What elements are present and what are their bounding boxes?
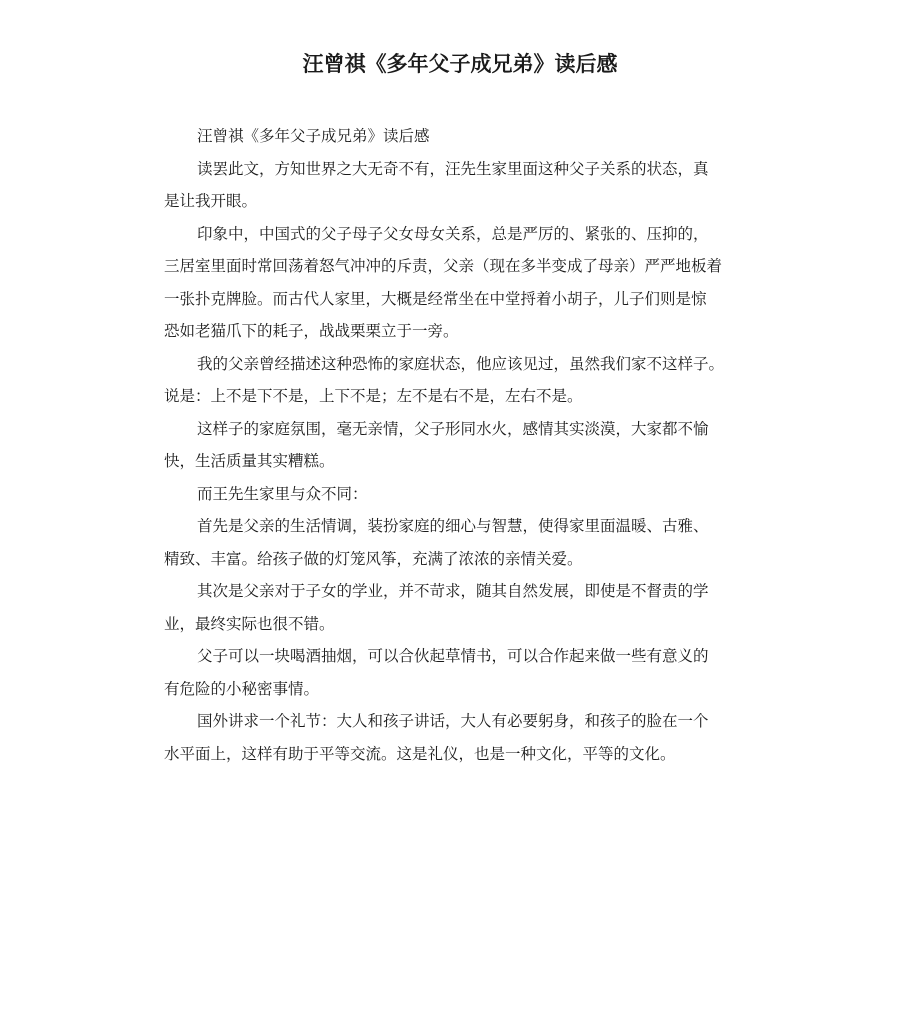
- text-line: 一张扑克牌脸。而古代人家里，大概是经常坐在中堂捋着小胡子，儿子们则是惊: [164, 289, 707, 308]
- text-line: 首先是父亲的生活情调，装扮家庭的细心与智慧，使得家里面温暖、古雅、: [197, 517, 709, 535]
- paragraph-father-description: [164, 348, 764, 413]
- paragraph-second-point: [164, 575, 764, 640]
- article-body: [164, 120, 764, 770]
- paragraph-first-point: [164, 510, 764, 575]
- text-line: 印象中，中国式的父子母子父女母女关系，总是严厉的、紧张的、压抑的，: [197, 224, 709, 243]
- text-line: 我的父亲曾经描述这种恐怖的家庭状态，他应该见过，虽然我们家不这样子。: [197, 354, 725, 373]
- text-line: 快，生活质量其实糟糕。: [164, 452, 335, 470]
- paragraph-atmosphere: [164, 413, 764, 478]
- text-line: 恐如老猫爪下的耗子，战战栗栗立于一旁。: [164, 322, 459, 340]
- text-line: 有危险的小秘密事情。: [164, 679, 320, 698]
- paragraph-foreign-etiquette: [164, 705, 764, 770]
- text-line: 读罢此文，方知世界之大无奇不有，汪先生家里面这种父子关系的状态，真: [197, 159, 709, 178]
- text-line: 说是：上不是下不是，上下不是；左不是右不是，左右不是。: [164, 387, 583, 405]
- text-line: 水平面上，这样有助于平等交流。这是礼仪，也是一种文化，平等的文化。: [164, 744, 676, 763]
- paragraph-intro: [164, 153, 764, 218]
- paragraph-third-point: [164, 640, 764, 705]
- text-line: 汪曾祺《多年父子成兄弟》读后感: [197, 127, 430, 145]
- paragraph-contrast: [164, 478, 764, 511]
- paragraph-impression: [164, 218, 764, 348]
- text-line: 这样子的家庭氛围，毫无亲情，父子形同水火，感情其实淡漠，大家都不愉: [197, 419, 709, 438]
- text-line: 而王先生家里与众不同：: [197, 484, 368, 503]
- text-line: 父子可以一块喝酒抽烟，可以合伙起草情书，可以合作起来做一些有意义的: [197, 647, 709, 665]
- text-line: 业，最终实际也很不错。: [164, 614, 335, 633]
- text-line: 三居室里面时常回荡着怒气冲冲的斥责，父亲（现在多半变成了母亲）严严地板着: [164, 257, 723, 275]
- text-line: 国外讲求一个礼节：大人和孩子讲话，大人有必要躬身，和孩子的脸在一个: [197, 712, 709, 730]
- text-line: 其次是父亲对于子女的学业，并不苛求，随其自然发展，即使是不督责的学: [197, 582, 709, 600]
- text-line: 精致、丰富。给孩子做的灯笼风筝，充满了浓浓的亲情关爱。: [164, 549, 583, 568]
- text-line: 是让我开眼。: [164, 192, 258, 210]
- page-title: 汪曾祺《多年父子成兄弟》读后感: [302, 52, 618, 76]
- paragraph-subtitle: [164, 120, 764, 153]
